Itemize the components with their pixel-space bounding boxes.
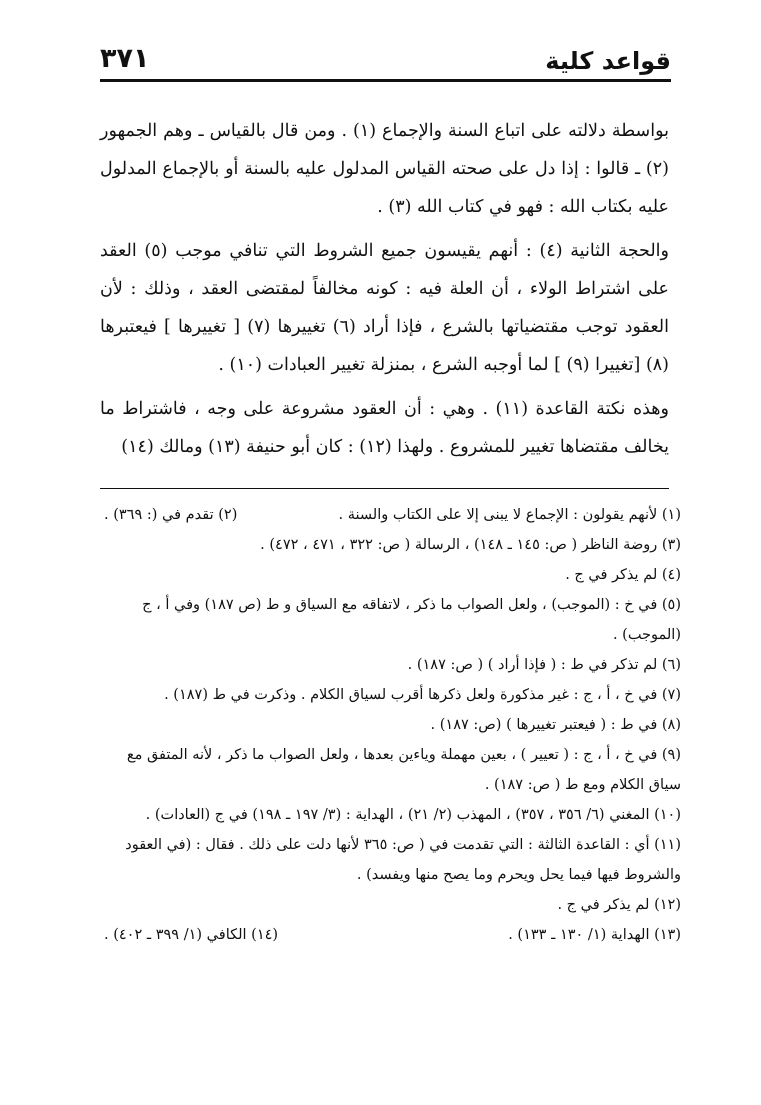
footnote-10: (١٠) المغني (٦/ ٣٥٦ ، ٣٥٧) ، المهذب (٢/ ٢١) ، الهداية : (٣/ ١٩٧ ـ ١٩٨) في ج (العادات) . <box>145 807 681 823</box>
footnote-13: (١٣) الهداية (١/ ١٣٠ ـ ١٣٣) . <box>508 927 681 943</box>
footnote-12: (١٢) لم يذكر في ج . <box>557 897 681 913</box>
footnote-5: (٥) في خ : (الموجب) ، ولعل الصواب ما ذكر ، لاتفاقه مع السياق و ط (ص ١٨٧) وفي أ ، ج (الموجب) . <box>142 597 681 643</box>
footnote-row <box>104 500 681 530</box>
paragraph-3: وهذه نكتة القاعدة (١١) . وهي : أن العقود مشروعة على وجه ، فاشتراط ما يخالف مقتضاها تغيير للمشروع . ولهذا (١٢) : كان أبو حنيفة (١٣) ومالك (١٤) <box>100 399 669 457</box>
page-header <box>100 40 671 82</box>
footnote-14: (١٤) الكافي (١/ ٣٩٩ ـ ٤٠٢) . <box>104 927 279 943</box>
footnote-9: (٩) في خ ، أ ، ج : ( تعيير ) ، بعين مهملة وياءين بعدها ، ولعل الصواب ما ذكر ، لأنه المتفق مع سياق الكلام ومع ط ( ص: ١٨٧) . <box>126 747 681 793</box>
footnote-separator <box>100 488 669 489</box>
footnote-8: (٨) في ط : ( فيعتبر تغييرها ) (ص: ١٨٧) . <box>430 717 681 733</box>
running-title: قواعد كلية <box>545 47 671 75</box>
footnotes <box>104 500 681 950</box>
footnote-2: (٢) تقدم في (: ٣٦٩) . <box>104 507 238 523</box>
page-number: ٣٧١ <box>100 43 150 74</box>
footnote-3: (٣) روضة الناظر ( ص: ١٤٥ ـ ١٤٨) ، الرسالة ( ص: ٣٢٢ ، ٤٧١ ، ٤٧٢) . <box>260 537 681 553</box>
footnote-4: (٤) لم يذكر في ج . <box>565 567 681 583</box>
header-rule <box>100 79 671 82</box>
paragraph-2: والحجة الثانية (٤) : أنهم يقيسون جميع الشروط التي تنافي موجب (٥) العقد على اشتراط الولاء ، أن العلة فيه : كونه مخالفاً لمقتضى العقد ، وذلك : لأن العقود توجب مقتضياتها بالشرع ، فإذا أراد (٦) تغييرها (٧) [ تغييرها ] فيعتبرها (٨) [تغييرا (٩) ] لما أوجبه الشرع ، بمنزلة تغيير العبادات (١٠) . <box>100 241 669 375</box>
footnote-6: (٦) لم تذكر في ط : ( فإذا أراد ) ( ص: ١٨٧) . <box>407 657 681 673</box>
footnote-1: (١) لأنهم يقولون : الإجماع لا يبنى إلا على الكتاب والسنة . <box>338 507 681 523</box>
footnote-11: (١١) أي : القاعدة الثالثة : التي تقدمت في ( ص: ٣٦٥ لأنها دلت على ذلك . فقال : (في العقود والشروط فيها فيما يحل ويحرم وما يصح منها ويفسد) . <box>125 837 681 883</box>
footnote-7: (٧) في خ ، أ ، ج : غير مذكورة ولعل ذكرها أقرب لسياق الكلام . وذكرت في ط (١٨٧) . <box>164 687 681 703</box>
main-text <box>100 112 669 472</box>
footnote-row <box>104 920 681 950</box>
paragraph-1: بواسطة دلالته على اتباع السنة والإجماع (١) . ومن قال بالقياس ـ وهم الجمهور (٢) ـ قالوا : إذا دل على صحته القياس المدلول عليه بالسنة أو بالإجماع المدلول عليه بكتاب الله : فهو في كتاب الله (٣) . <box>100 121 669 217</box>
